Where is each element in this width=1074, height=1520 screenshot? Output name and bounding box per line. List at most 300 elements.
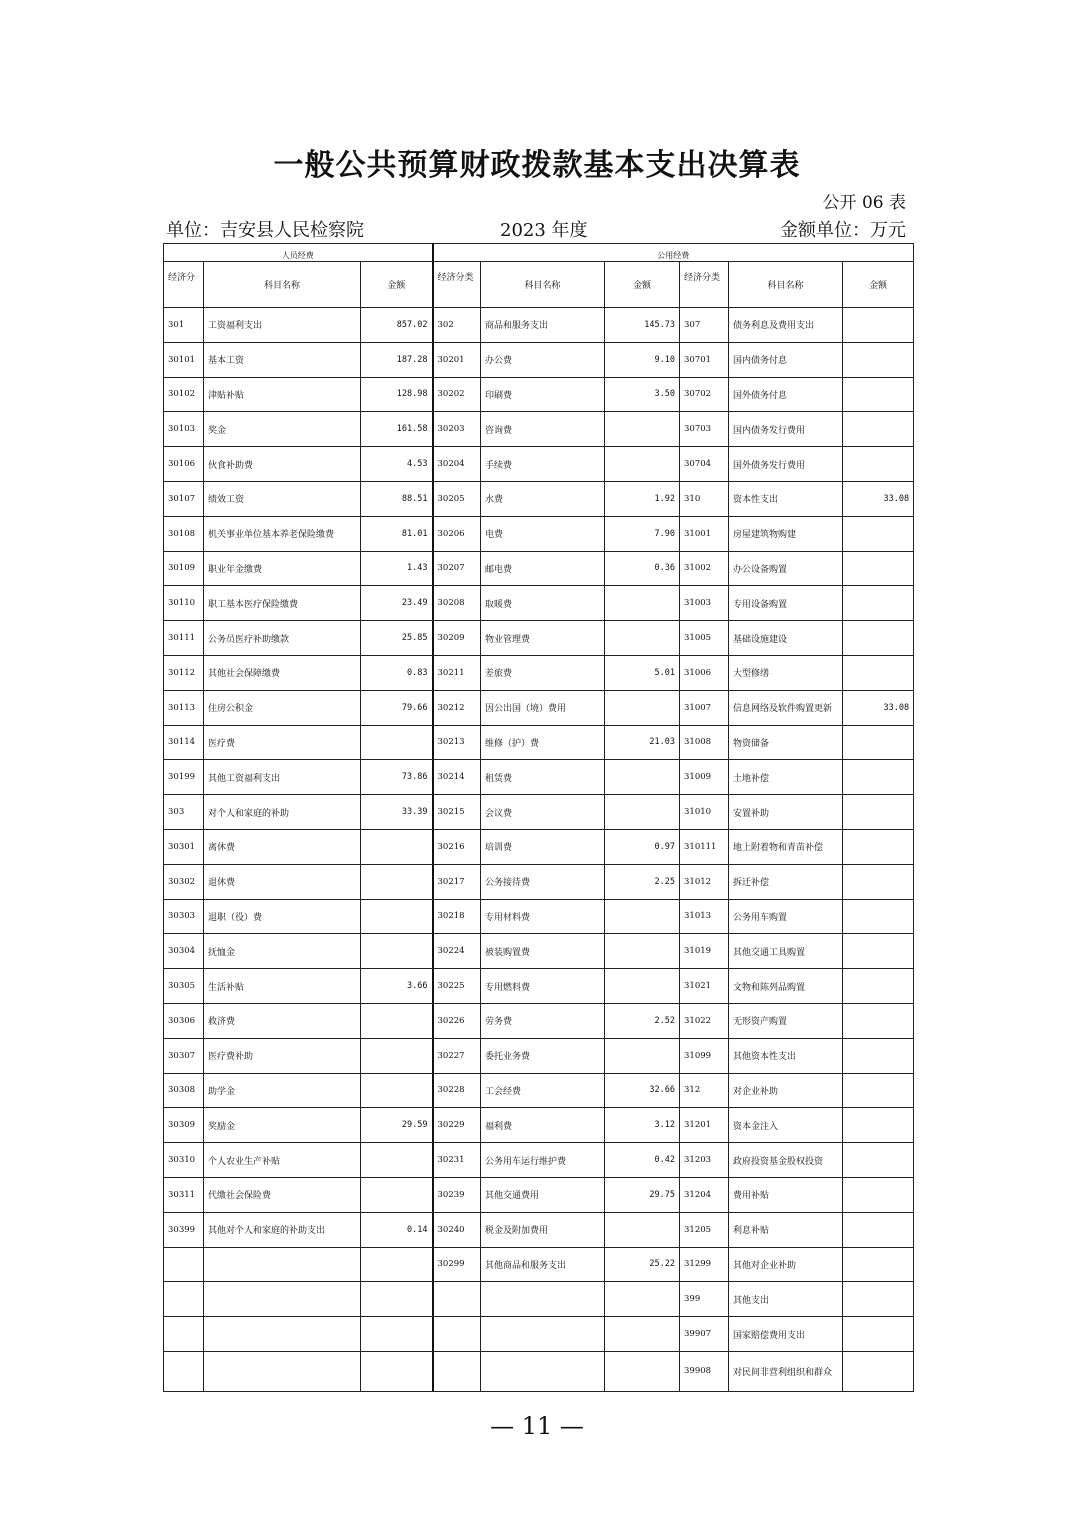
amount-cell xyxy=(843,551,914,586)
name-cell: 个人农业生产补贴 xyxy=(204,1143,361,1178)
table-row xyxy=(164,621,914,656)
code-cell: 30212 xyxy=(433,690,481,725)
table-row xyxy=(164,725,914,760)
name-cell: 其他商品和服务支出 xyxy=(481,1247,605,1282)
code-cell: 30306 xyxy=(164,1003,204,1038)
code-cell: 31099 xyxy=(680,1038,729,1073)
code-cell: 31008 xyxy=(680,725,729,760)
code-cell: 30203 xyxy=(433,412,481,447)
name-cell: 利息补贴 xyxy=(729,1212,843,1247)
table-row xyxy=(164,864,914,899)
code-cell: 312 xyxy=(680,1073,729,1108)
code-cell: 30310 xyxy=(164,1143,204,1178)
header-code-2: 经济分类 xyxy=(433,262,481,308)
code-cell: 30201 xyxy=(433,342,481,377)
amount-cell xyxy=(843,934,914,969)
name-cell: 因公出国（境）费用 xyxy=(481,690,605,725)
header-amount-2: 金额 xyxy=(605,262,680,308)
code-cell: 30111 xyxy=(164,621,204,656)
name-cell: 福利费 xyxy=(481,1108,605,1143)
amount-cell xyxy=(361,725,433,760)
code-cell: 31203 xyxy=(680,1143,729,1178)
amount-cell xyxy=(843,725,914,760)
group-personnel: 人员经费 xyxy=(164,244,433,262)
code-cell: 30112 xyxy=(164,655,204,690)
code-cell: 310 xyxy=(680,481,729,516)
header-amount-1: 金额 xyxy=(361,262,433,308)
code-cell: 30108 xyxy=(164,516,204,551)
code-cell: 30239 xyxy=(433,1177,481,1212)
name-cell: 专用设备购置 xyxy=(729,586,843,621)
amount-cell xyxy=(361,1282,433,1317)
amount-cell xyxy=(361,1073,433,1108)
header-name-1: 科目名称 xyxy=(204,262,361,308)
code-cell: 30103 xyxy=(164,412,204,447)
name-cell: 其他资本性支出 xyxy=(729,1038,843,1073)
name-cell: 其他工资福利支出 xyxy=(204,760,361,795)
code-cell: 31005 xyxy=(680,621,729,656)
code-cell: 30202 xyxy=(433,377,481,412)
name-cell: 代缴社会保险费 xyxy=(204,1177,361,1212)
table-row xyxy=(164,1317,914,1352)
name-cell: 医疗费 xyxy=(204,725,361,760)
code-cell: 30106 xyxy=(164,447,204,482)
table-body xyxy=(164,308,914,1392)
name-cell: 工会经费 xyxy=(481,1073,605,1108)
amount-cell xyxy=(605,412,680,447)
code-cell: 30218 xyxy=(433,899,481,934)
amount-cell: 9.10 xyxy=(605,342,680,377)
code-cell xyxy=(433,1351,481,1391)
amount-cell xyxy=(843,447,914,482)
amount-cell xyxy=(843,586,914,621)
table-row xyxy=(164,1177,914,1212)
name-cell: 培训费 xyxy=(481,829,605,864)
page-number: — 11 — xyxy=(490,1412,584,1440)
name-cell: 无形资产购置 xyxy=(729,1003,843,1038)
code-cell: 31010 xyxy=(680,795,729,830)
code-cell: 39908 xyxy=(680,1351,729,1391)
name-cell: 费用补贴 xyxy=(729,1177,843,1212)
code-cell: 30205 xyxy=(433,481,481,516)
name-cell: 国外债务付息 xyxy=(729,377,843,412)
amount-cell xyxy=(843,377,914,412)
amount-cell xyxy=(843,1038,914,1073)
amount-cell xyxy=(361,1247,433,1282)
name-cell xyxy=(204,1317,361,1352)
table-row xyxy=(164,1073,914,1108)
name-cell: 机关事业单位基本养老保险缴费 xyxy=(204,516,361,551)
amount-cell: 2.25 xyxy=(605,864,680,899)
amount-cell: 161.58 xyxy=(361,412,433,447)
name-cell: 退职（役）费 xyxy=(204,899,361,934)
name-cell: 对企业补助 xyxy=(729,1073,843,1108)
name-cell: 职业年金缴费 xyxy=(204,551,361,586)
amount-cell xyxy=(843,1247,914,1282)
name-cell: 办公设备购置 xyxy=(729,551,843,586)
table-row xyxy=(164,412,914,447)
amount-cell xyxy=(843,342,914,377)
amount-cell xyxy=(843,655,914,690)
name-cell: 劳务费 xyxy=(481,1003,605,1038)
amount-cell xyxy=(361,934,433,969)
amount-cell: 5.01 xyxy=(605,655,680,690)
code-cell: 30110 xyxy=(164,586,204,621)
unit-row xyxy=(166,216,906,240)
table-row xyxy=(164,586,914,621)
amount-cell xyxy=(843,412,914,447)
amount-cell: 25.22 xyxy=(605,1247,680,1282)
name-cell xyxy=(481,1282,605,1317)
code-cell: 31021 xyxy=(680,969,729,1004)
table-row xyxy=(164,1003,914,1038)
name-cell: 专用材料费 xyxy=(481,899,605,934)
code-cell: 30308 xyxy=(164,1073,204,1108)
code-cell: 31013 xyxy=(680,899,729,934)
amount-cell: 857.02 xyxy=(361,308,433,343)
amount-cell xyxy=(361,1317,433,1352)
table-row xyxy=(164,1143,914,1178)
code-cell: 30302 xyxy=(164,864,204,899)
amount-cell: 7.90 xyxy=(605,516,680,551)
amount-cell xyxy=(605,621,680,656)
code-cell: 31012 xyxy=(680,864,729,899)
amount-cell xyxy=(605,1351,680,1391)
code-cell: 31299 xyxy=(680,1247,729,1282)
code-cell: 31009 xyxy=(680,760,729,795)
code-cell: 30304 xyxy=(164,934,204,969)
amount-cell: 33.08 xyxy=(843,481,914,516)
code-cell: 30301 xyxy=(164,829,204,864)
amount-cell: 29.59 xyxy=(361,1108,433,1143)
name-cell: 大型修缮 xyxy=(729,655,843,690)
name-cell: 印刷费 xyxy=(481,377,605,412)
amount-cell xyxy=(361,1177,433,1212)
code-cell: 30114 xyxy=(164,725,204,760)
table-row xyxy=(164,899,914,934)
amount-cell: 79.66 xyxy=(361,690,433,725)
amount-cell xyxy=(361,899,433,934)
code-cell: 30109 xyxy=(164,551,204,586)
name-cell: 租赁费 xyxy=(481,760,605,795)
code-cell: 30211 xyxy=(433,655,481,690)
code-cell: 30217 xyxy=(433,864,481,899)
amount-cell: 21.03 xyxy=(605,725,680,760)
amount-cell xyxy=(605,1212,680,1247)
name-cell: 房屋建筑物购建 xyxy=(729,516,843,551)
name-cell xyxy=(204,1247,361,1282)
code-cell: 39907 xyxy=(680,1317,729,1352)
year-label: 2023 年度 xyxy=(500,220,588,241)
amount-cell xyxy=(361,1143,433,1178)
amount-cell xyxy=(843,864,914,899)
table-row xyxy=(164,969,914,1004)
amount-cell xyxy=(605,1038,680,1073)
code-cell: 30704 xyxy=(680,447,729,482)
amount-cell xyxy=(361,829,433,864)
amount-cell xyxy=(843,308,914,343)
amount-cell xyxy=(605,934,680,969)
name-cell: 绩效工资 xyxy=(204,481,361,516)
amount-cell: 33.08 xyxy=(843,690,914,725)
name-cell: 退休费 xyxy=(204,864,361,899)
name-cell: 奖金 xyxy=(204,412,361,447)
amount-cell xyxy=(843,621,914,656)
amount-cell xyxy=(843,1212,914,1247)
code-cell: 31022 xyxy=(680,1003,729,1038)
code-cell xyxy=(164,1282,204,1317)
name-cell xyxy=(481,1317,605,1352)
amount-cell: 145.73 xyxy=(605,308,680,343)
code-cell: 30225 xyxy=(433,969,481,1004)
name-cell: 其他对企业补助 xyxy=(729,1247,843,1282)
amount-cell: 3.66 xyxy=(361,969,433,1004)
table-row xyxy=(164,934,914,969)
name-cell: 资本性支出 xyxy=(729,481,843,516)
code-cell: 30214 xyxy=(433,760,481,795)
name-cell: 生活补贴 xyxy=(204,969,361,1004)
table-row xyxy=(164,551,914,586)
code-cell: 30209 xyxy=(433,621,481,656)
code-cell: 30231 xyxy=(433,1143,481,1178)
code-cell: 307 xyxy=(680,308,729,343)
code-cell: 30199 xyxy=(164,760,204,795)
code-cell: 30702 xyxy=(680,377,729,412)
name-cell: 办公费 xyxy=(481,342,605,377)
table-row xyxy=(164,795,914,830)
amount-cell xyxy=(843,516,914,551)
code-cell: 31205 xyxy=(680,1212,729,1247)
name-cell: 物业管理费 xyxy=(481,621,605,656)
code-cell: 30206 xyxy=(433,516,481,551)
amount-cell xyxy=(361,864,433,899)
unit-label: 单位：吉安县人民检察院 xyxy=(166,220,364,241)
code-cell: 31007 xyxy=(680,690,729,725)
code-cell: 30303 xyxy=(164,899,204,934)
name-cell: 公务用车购置 xyxy=(729,899,843,934)
name-cell: 文物和陈列品购置 xyxy=(729,969,843,1004)
table-row xyxy=(164,829,914,864)
code-cell: 30204 xyxy=(433,447,481,482)
name-cell: 其他对个人和家庭的补助支出 xyxy=(204,1212,361,1247)
name-cell: 信息网络及软件购置更新 xyxy=(729,690,843,725)
name-cell: 取暖费 xyxy=(481,586,605,621)
name-cell: 医疗费补助 xyxy=(204,1038,361,1073)
code-cell: 310111 xyxy=(680,829,729,864)
table-number: 公开 06 表 xyxy=(822,193,906,213)
group-public: 公用经费 xyxy=(433,244,914,262)
amount-cell: 29.75 xyxy=(605,1177,680,1212)
header-name-3: 科目名称 xyxy=(729,262,843,308)
table-row xyxy=(164,447,914,482)
table-row xyxy=(164,1108,914,1143)
amount-cell xyxy=(605,795,680,830)
name-cell: 助学金 xyxy=(204,1073,361,1108)
code-cell: 30227 xyxy=(433,1038,481,1073)
code-cell: 30213 xyxy=(433,725,481,760)
name-cell: 国内债务发行费用 xyxy=(729,412,843,447)
name-cell: 手续费 xyxy=(481,447,605,482)
amount-cell xyxy=(843,1177,914,1212)
name-cell: 维修（护）费 xyxy=(481,725,605,760)
code-cell: 399 xyxy=(680,1282,729,1317)
table-row xyxy=(164,1038,914,1073)
amount-cell: 3.50 xyxy=(605,377,680,412)
name-cell: 国内债务付息 xyxy=(729,342,843,377)
amount-cell xyxy=(361,1003,433,1038)
table-row xyxy=(164,481,914,516)
name-cell: 其他交通费用 xyxy=(481,1177,605,1212)
name-cell: 对个人和家庭的补助 xyxy=(204,795,361,830)
code-cell: 31001 xyxy=(680,516,729,551)
amount-cell: 2.52 xyxy=(605,1003,680,1038)
amount-cell xyxy=(843,795,914,830)
amount-cell xyxy=(843,1073,914,1108)
header-name-2: 科目名称 xyxy=(481,262,605,308)
code-cell: 30101 xyxy=(164,342,204,377)
amount-cell xyxy=(843,969,914,1004)
amount-cell xyxy=(843,760,914,795)
code-cell: 30107 xyxy=(164,481,204,516)
amount-cell: 88.51 xyxy=(361,481,433,516)
name-cell: 对民间非营利组织和群众 xyxy=(729,1351,843,1391)
table-row xyxy=(164,1351,914,1391)
amount-cell xyxy=(605,899,680,934)
name-cell: 公务员医疗补助缴款 xyxy=(204,621,361,656)
code-cell: 31002 xyxy=(680,551,729,586)
code-cell: 30240 xyxy=(433,1212,481,1247)
name-cell: 税金及附加费用 xyxy=(481,1212,605,1247)
amount-cell: 33.39 xyxy=(361,795,433,830)
amount-cell xyxy=(361,1351,433,1391)
amount-cell: 73.86 xyxy=(361,760,433,795)
table-row xyxy=(164,690,914,725)
name-cell xyxy=(481,1351,605,1391)
code-cell: 31201 xyxy=(680,1108,729,1143)
code-cell: 31006 xyxy=(680,655,729,690)
amount-cell xyxy=(361,1038,433,1073)
name-cell: 国家赔偿费用支出 xyxy=(729,1317,843,1352)
table-row xyxy=(164,655,914,690)
name-cell: 拆迁补偿 xyxy=(729,864,843,899)
table-row xyxy=(164,1282,914,1317)
table-row xyxy=(164,1247,914,1282)
code-cell: 31019 xyxy=(680,934,729,969)
code-cell: 30399 xyxy=(164,1212,204,1247)
amount-cell xyxy=(843,899,914,934)
name-cell: 奖励金 xyxy=(204,1108,361,1143)
table-row xyxy=(164,308,914,343)
amount-cell: 187.28 xyxy=(361,342,433,377)
name-cell: 公务用车运行维护费 xyxy=(481,1143,605,1178)
name-cell: 职工基本医疗保险缴费 xyxy=(204,586,361,621)
name-cell: 救济费 xyxy=(204,1003,361,1038)
code-cell: 30226 xyxy=(433,1003,481,1038)
header-code-3: 经济分类 xyxy=(680,262,729,308)
table-row xyxy=(164,516,914,551)
name-cell: 其他支出 xyxy=(729,1282,843,1317)
amount-cell: 1.92 xyxy=(605,481,680,516)
amount-cell: 0.14 xyxy=(361,1212,433,1247)
code-cell xyxy=(164,1351,204,1391)
name-cell: 委托业务费 xyxy=(481,1038,605,1073)
amount-cell: 0.42 xyxy=(605,1143,680,1178)
amount-cell xyxy=(843,1317,914,1352)
name-cell: 基础设施建设 xyxy=(729,621,843,656)
name-cell: 津贴补贴 xyxy=(204,377,361,412)
amount-cell xyxy=(605,690,680,725)
name-cell: 邮电费 xyxy=(481,551,605,586)
header-code-1: 经济分 xyxy=(164,262,204,308)
amount-cell: 1.43 xyxy=(361,551,433,586)
name-cell: 商品和服务支出 xyxy=(481,308,605,343)
name-cell xyxy=(204,1351,361,1391)
amount-cell xyxy=(605,586,680,621)
name-cell: 土地补偿 xyxy=(729,760,843,795)
table-row xyxy=(164,760,914,795)
code-cell: 302 xyxy=(433,308,481,343)
amount-cell: 25.85 xyxy=(361,621,433,656)
amount-cell xyxy=(843,1143,914,1178)
name-cell: 住房公积金 xyxy=(204,690,361,725)
amount-cell: 32.66 xyxy=(605,1073,680,1108)
amount-cell xyxy=(605,1282,680,1317)
name-cell: 水费 xyxy=(481,481,605,516)
amount-cell xyxy=(605,969,680,1004)
code-cell: 303 xyxy=(164,795,204,830)
code-cell: 30102 xyxy=(164,377,204,412)
name-cell: 其他社会保障缴费 xyxy=(204,655,361,690)
name-cell: 政府投资基金股权投资 xyxy=(729,1143,843,1178)
name-cell: 债务利息及费用支出 xyxy=(729,308,843,343)
name-cell: 安置补助 xyxy=(729,795,843,830)
amount-cell: 81.01 xyxy=(361,516,433,551)
budget-table xyxy=(163,243,914,1392)
name-cell: 抚恤金 xyxy=(204,934,361,969)
code-cell xyxy=(164,1317,204,1352)
code-cell: 30228 xyxy=(433,1073,481,1108)
name-cell: 国外债务发行费用 xyxy=(729,447,843,482)
name-cell: 地上附着物和青苗补偿 xyxy=(729,829,843,864)
code-cell: 31204 xyxy=(680,1177,729,1212)
header-amount-3: 金额 xyxy=(843,262,914,308)
code-cell: 30309 xyxy=(164,1108,204,1143)
code-cell: 301 xyxy=(164,308,204,343)
name-cell: 咨询费 xyxy=(481,412,605,447)
amount-cell xyxy=(605,447,680,482)
code-cell: 30207 xyxy=(433,551,481,586)
amount-cell xyxy=(605,760,680,795)
page-title: 一般公共预算财政拨款基本支出决算表 xyxy=(273,148,801,183)
amount-cell xyxy=(605,1317,680,1352)
table-row xyxy=(164,1212,914,1247)
name-cell: 基本工资 xyxy=(204,342,361,377)
name-cell: 伙食补助费 xyxy=(204,447,361,482)
name-cell: 物资储备 xyxy=(729,725,843,760)
code-cell xyxy=(164,1247,204,1282)
name-cell: 公务接待费 xyxy=(481,864,605,899)
code-cell xyxy=(433,1282,481,1317)
code-cell: 30229 xyxy=(433,1108,481,1143)
amount-cell: 0.36 xyxy=(605,551,680,586)
table-row xyxy=(164,342,914,377)
amount-cell: 128.98 xyxy=(361,377,433,412)
code-cell: 30701 xyxy=(680,342,729,377)
name-cell: 差旅费 xyxy=(481,655,605,690)
name-cell: 电费 xyxy=(481,516,605,551)
name-cell: 专用燃料费 xyxy=(481,969,605,1004)
code-cell: 30307 xyxy=(164,1038,204,1073)
